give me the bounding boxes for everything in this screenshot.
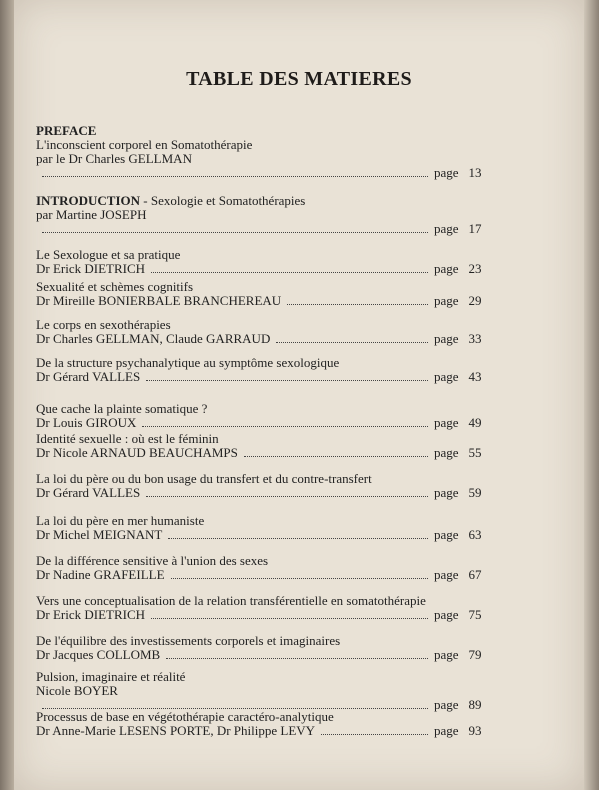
page-label: page: [434, 369, 459, 384]
page-label: page: [434, 293, 459, 308]
page-label: page: [434, 221, 459, 236]
dot-leader: [244, 447, 428, 457]
toc-entry: [36, 634, 496, 662]
section-heading: PREFACE: [36, 123, 97, 138]
page-reference: [36, 166, 496, 180]
section-heading: INTRODUCTION: [36, 193, 141, 208]
entry-title: La loi du père ou du bon usage du transfert et du contre-transfert: [36, 471, 372, 486]
page-label: page: [434, 261, 459, 276]
page-title: TABLE DES MATIERES: [186, 68, 412, 90]
page-number: 29: [468, 293, 482, 308]
dot-leader: [276, 333, 428, 343]
entry-title: Vers une conceptualisation de la relation transférentielle en somatothérapie: [36, 593, 426, 608]
toc-entry: [36, 472, 496, 500]
dot-leader: [151, 609, 428, 619]
entry-author: par le Dr Charles GELLMAN: [36, 151, 192, 166]
page-reference: [36, 528, 496, 542]
page-label: page: [434, 527, 459, 542]
dot-leader: [42, 223, 428, 233]
toc-entry: [36, 280, 496, 308]
entry-title: Que cache la plainte somatique ?: [36, 401, 208, 416]
toc-entry: [36, 318, 496, 346]
dot-leader: [321, 725, 428, 735]
entry-title: De la structure psychanalytique au symptôme sexologique: [36, 355, 340, 370]
page-edge-left: [0, 0, 14, 790]
page-reference: [36, 486, 496, 500]
dot-leader: [146, 371, 428, 381]
entry-author: Dr Nicole ARNAUD BEAUCHAMPS: [36, 445, 238, 460]
dot-leader: [146, 487, 428, 497]
entry-title: Le Sexologue et sa pratique: [36, 247, 181, 262]
page-number: 93: [468, 723, 482, 738]
toc-entry: [36, 194, 496, 236]
toc-entry: [36, 514, 496, 542]
page-reference: [36, 568, 496, 582]
entry-author: Dr Erick DIETRICH: [36, 261, 146, 276]
entry-author: Nicole BOYER: [36, 683, 118, 698]
entry-author: Dr Erick DIETRICH: [36, 607, 146, 622]
entry-author: Dr Charles GELLMAN, Claude GARRAUD: [36, 331, 271, 346]
page-label: page: [434, 445, 459, 460]
entry-author: Dr Louis GIROUX: [36, 415, 137, 430]
page-number: 33: [468, 331, 482, 346]
page-number: 79: [468, 647, 482, 662]
page-number: 43: [468, 369, 482, 384]
page-label: page: [434, 723, 459, 738]
entry-author: Dr Gérard VALLES: [36, 485, 141, 500]
dot-leader: [171, 569, 428, 579]
page-label: page: [434, 647, 459, 662]
page-reference: [36, 608, 496, 622]
page-number: 17: [468, 221, 482, 236]
entry-author: Dr Michel MEIGNANT: [36, 527, 163, 542]
dot-leader: [151, 263, 428, 273]
entry-title: Processus de base en végétothérapie caractéro-analytique: [36, 709, 334, 724]
dot-leader: [168, 529, 428, 539]
entry-title: Identité sexuelle : où est le féminin: [36, 431, 219, 446]
toc-entry: [36, 710, 496, 738]
page-label: page: [434, 697, 459, 712]
page-reference: [36, 262, 496, 276]
page-number: 49: [468, 415, 482, 430]
entry-author: Dr Jacques COLLOMB: [36, 647, 161, 662]
entry-author: Dr Mireille BONIERBALE BRANCHEREAU: [36, 293, 282, 308]
page-number: 13: [468, 165, 482, 180]
entry-title: Sexualité et schèmes cognitifs: [36, 279, 194, 294]
page-label: page: [434, 607, 459, 622]
page-number: 75: [468, 607, 482, 622]
dot-leader: [166, 649, 428, 659]
toc-entry: [36, 124, 496, 180]
entry-title: Pulsion, imaginaire et réalité: [36, 669, 186, 684]
page-label: page: [434, 485, 459, 500]
entry-author: Dr Anne-Marie LESENS PORTE, Dr Philippe LEVY: [36, 723, 316, 738]
page-number: 55: [468, 445, 482, 460]
toc-entry: [36, 554, 496, 582]
page-reference: [36, 446, 496, 460]
page-label: page: [434, 165, 459, 180]
toc-entry: [36, 670, 496, 712]
page-number: 23: [468, 261, 482, 276]
entry-author: par Martine JOSEPH: [36, 207, 147, 222]
entry-title: De l'équilibre des investissements corporels et imaginaires: [36, 633, 341, 648]
entry-title: L'inconscient corporel en Somatothérapie: [36, 137, 253, 152]
toc-entry: [36, 432, 496, 460]
book-page: [14, 0, 584, 790]
page-edge-right: [584, 0, 599, 790]
page-reference: [36, 724, 496, 738]
dot-leader: [42, 699, 428, 709]
page-reference: [36, 648, 496, 662]
entry-author: Dr Gérard VALLES: [36, 369, 141, 384]
page-number: 63: [468, 527, 482, 542]
page-reference: [36, 294, 496, 308]
page-label: page: [434, 415, 459, 430]
entry-title: - Sexologie et Somatothérapies: [140, 193, 306, 208]
page-reference: [36, 370, 496, 384]
toc-entry: [36, 402, 496, 430]
dot-leader: [42, 167, 428, 177]
toc-entry: [36, 356, 496, 384]
page-reference: [36, 332, 496, 346]
page-number: 59: [468, 485, 482, 500]
entry-title: Le corps en sexothérapies: [36, 317, 171, 332]
page-label: page: [434, 331, 459, 346]
entry-title: De la différence sensitive à l'union des sexes: [36, 553, 269, 568]
dot-leader: [142, 417, 428, 427]
toc-entry: [36, 248, 496, 276]
page-label: page: [434, 567, 459, 582]
page-number: 67: [468, 567, 482, 582]
toc-entry: [36, 594, 496, 622]
page-reference: [36, 222, 496, 236]
entry-title: La loi du père en mer humaniste: [36, 513, 205, 528]
page-reference: [36, 416, 496, 430]
page-number: 89: [468, 697, 482, 712]
entry-author: Dr Nadine GRAFEILLE: [36, 567, 165, 582]
dot-leader: [287, 295, 428, 305]
